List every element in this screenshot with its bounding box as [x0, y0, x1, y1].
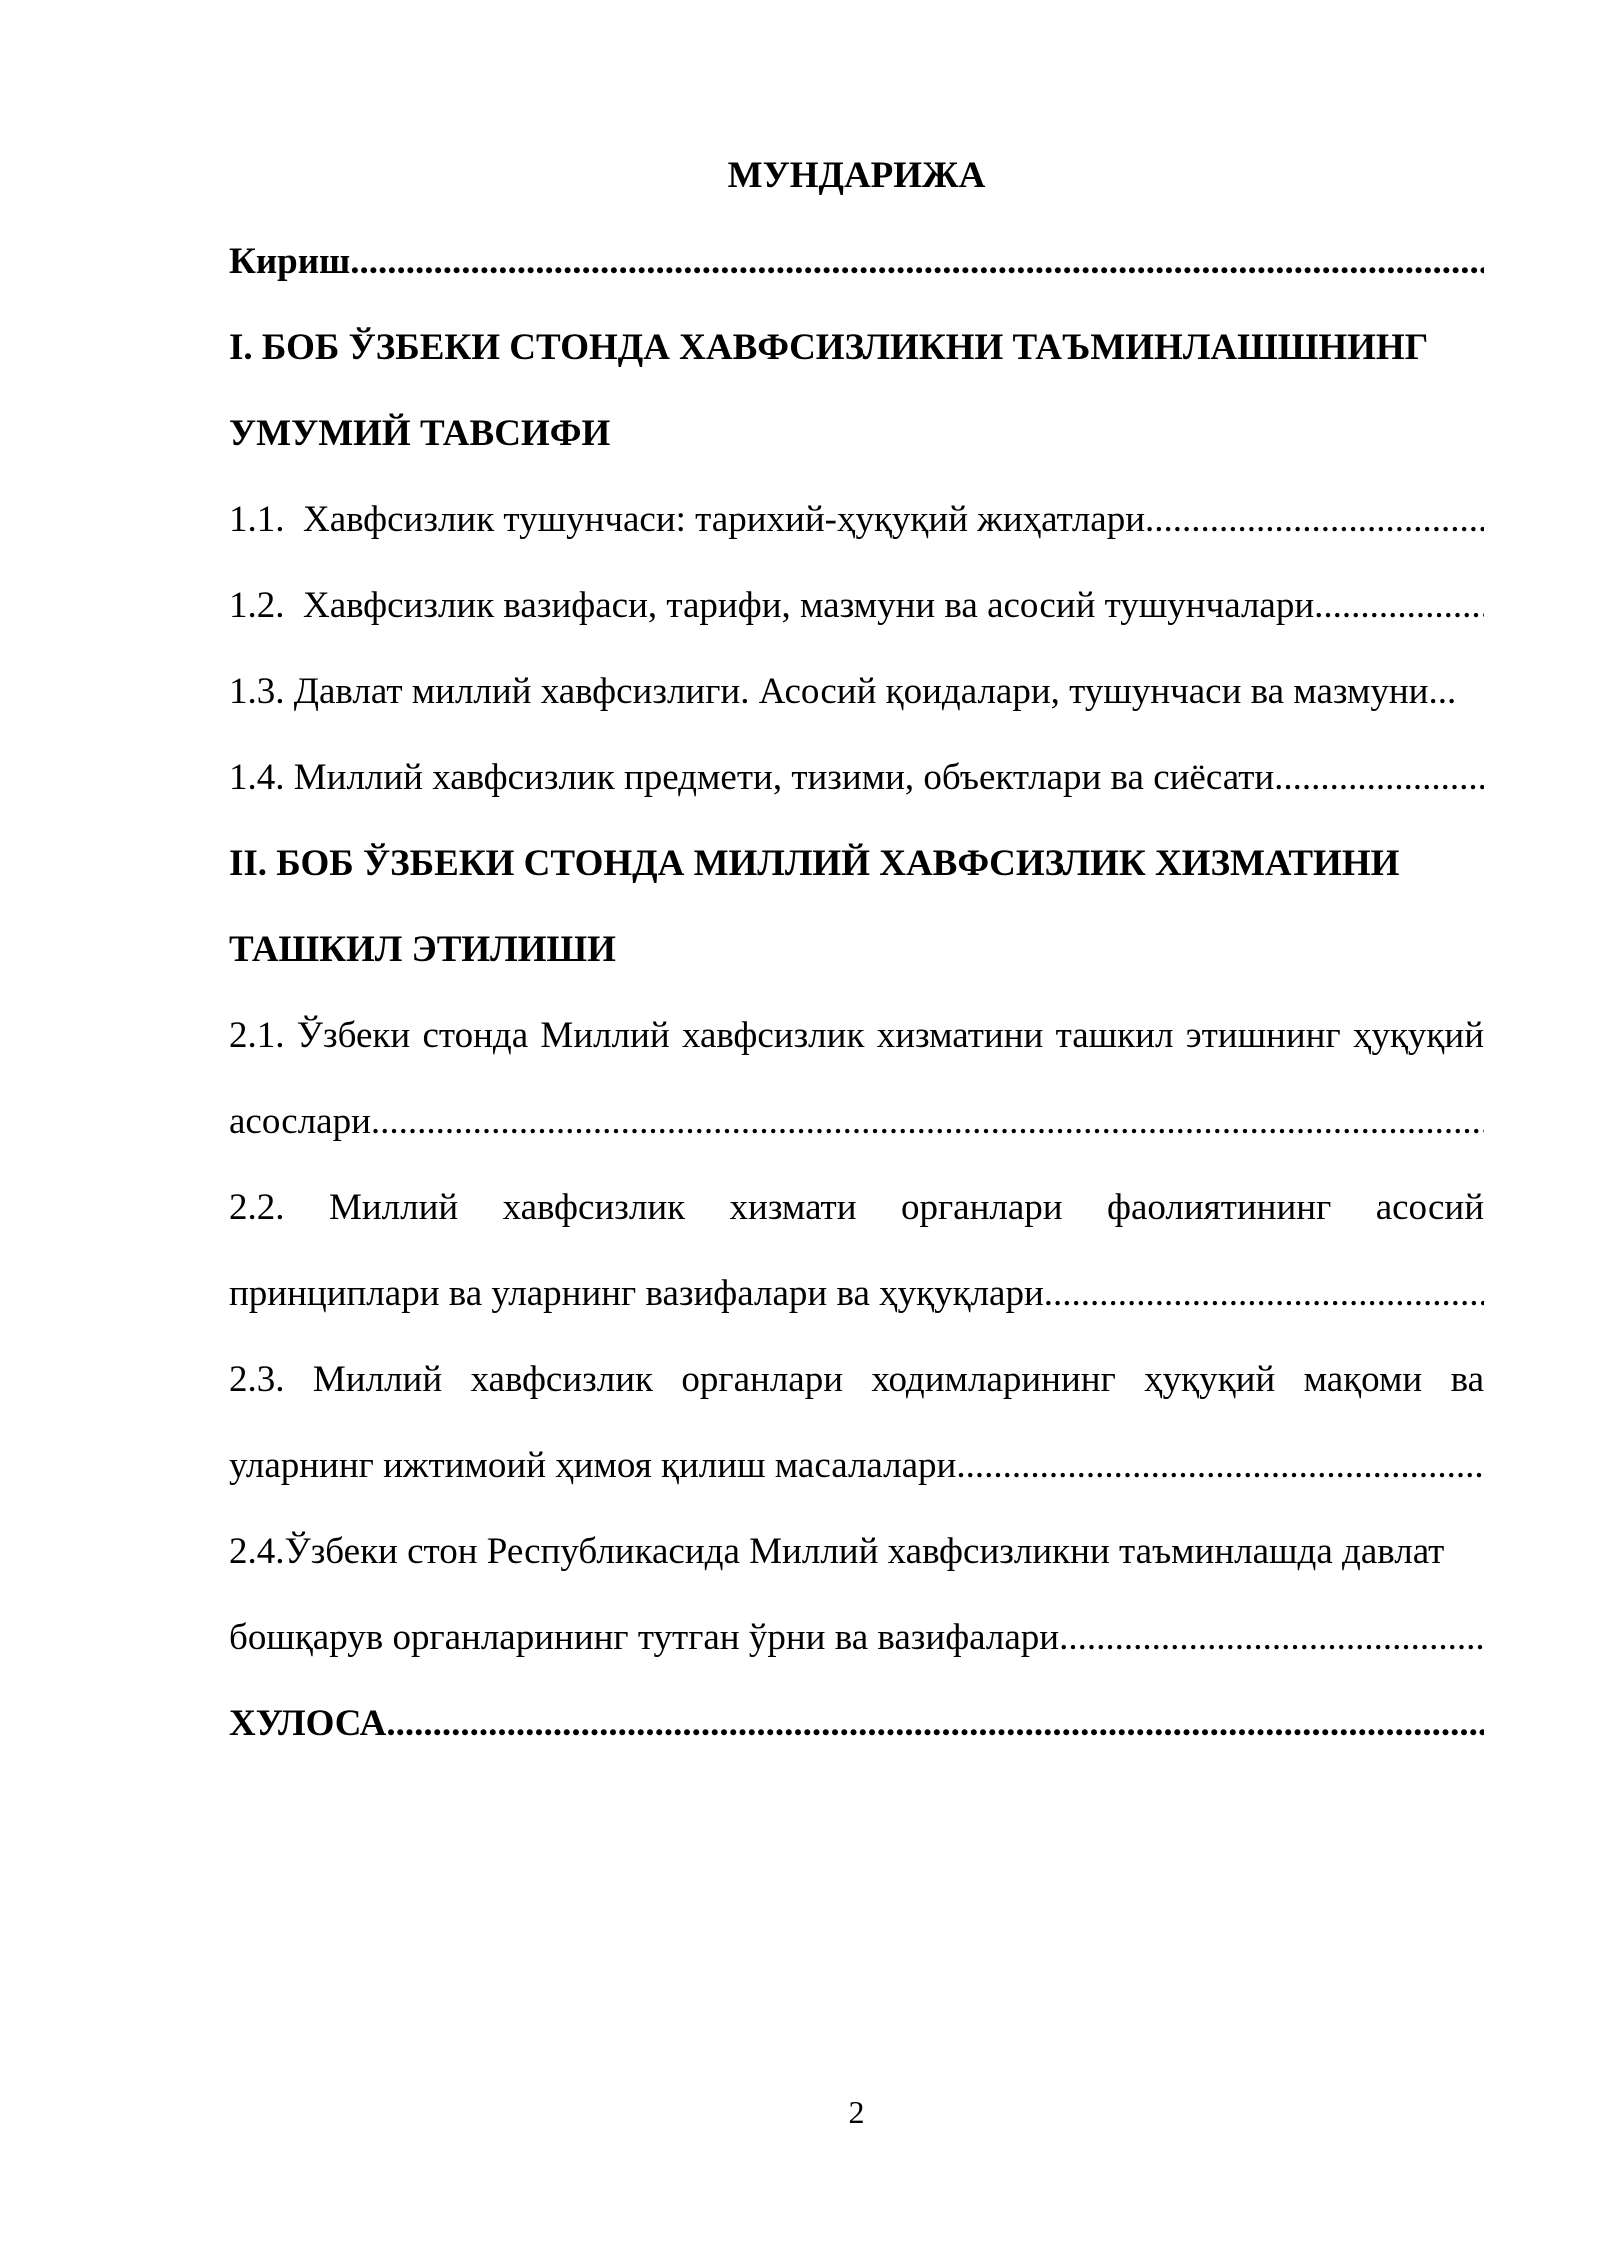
toc-entry-2-3-line-1: 2.3. Миллий хавфсизлик органлари ходимларининг ҳуқуқий мақоми ва: [229, 1359, 1484, 1400]
dot-leader: [1274, 752, 1484, 804]
toc-entry-2-1-text: асослари: [229, 1101, 371, 1142]
toc-entry-2-3-line-2: [229, 1440, 1484, 1492]
toc-entry-1-1: [229, 494, 1484, 546]
toc-entry-1-2-text: 1.2. Хавфсизлик вазифаси, тарифи, мазмуни ва асосий тушунчалари: [229, 585, 1315, 626]
dot-leader: [371, 1096, 1484, 1148]
toc-entry-intro: [229, 236, 1484, 288]
dot-leader: [1145, 494, 1484, 546]
document-page: [229, 0, 1484, 2262]
toc-entry-2-4-line-1: 2.4.Ўзбеки стон Республикасида Миллий хавфсизликни таъминлашда давлат: [229, 1531, 1445, 1572]
toc-entry-2-2-line-2: [229, 1268, 1484, 1320]
toc-entry-2-2-text: принциплари ва уларнинг вазифалари ва ҳуқуқлари: [229, 1273, 1044, 1314]
toc-entry-2-2-line-1: 2.2. Миллий хавфсизлик хизмати органлари фаолиятининг асосий: [229, 1187, 1484, 1228]
page-number: 2: [848, 2094, 865, 2130]
toc-entry-intro-text: Кириш: [229, 241, 351, 282]
dot-leader: [386, 1698, 1484, 1750]
toc-entry-2-1-line-1: 2.1. Ўзбеки стонда Миллий хавфсизлик хизматини ташкил этишнинг ҳуқуқий: [229, 1015, 1484, 1056]
toc-entry-conclusion: [229, 1698, 1484, 1750]
toc-entry-1-1-text: 1.1. Хавфсизлик тушунчаси: тарихий-ҳуқуқий жиҳатлари: [229, 499, 1146, 540]
toc-title: МУНДАРИЖА: [727, 155, 986, 196]
toc-entry-2-1-line-2: [229, 1096, 1484, 1148]
chapter-1-heading-line-1: I. БОБ ЎЗБЕКИ СТОНДА ХАВФСИЗЛИКНИ ТАЪМИНЛАШШНИНГ: [229, 327, 1429, 368]
dot-leader: [1314, 580, 1484, 632]
toc-entry-1-3: 1.3. Давлат миллий хавфсизлиги. Асосий қоидалари, тушунчаси ва мазмуни...: [229, 671, 1457, 712]
dot-leader: [956, 1440, 1484, 1492]
toc-entry-1-2: [229, 580, 1484, 632]
toc-entry-2-4-text: бошқарув органларининг тутган ўрни ва вазифалари: [229, 1617, 1060, 1658]
dot-leader: [350, 236, 1484, 288]
toc-entry-1-4-text: 1.4. Миллий хавфсизлик предмети, тизими, объектлари ва сиёсати: [229, 757, 1275, 798]
toc-entry-conclusion-text: ХУЛОСА: [229, 1703, 387, 1744]
chapter-2-heading-line-2: ТАШКИЛ ЭТИЛИШИ: [229, 929, 616, 970]
toc-entry-2-4-line-2: [229, 1612, 1484, 1664]
chapter-2-heading-line-1: II. БОБ ЎЗБЕКИ СТОНДА МИЛЛИЙ ХАВФСИЗЛИК ХИЗМАТИНИ: [229, 843, 1400, 884]
chapter-1-heading-line-2: УМУМИЙ ТАВСИФИ: [229, 413, 611, 454]
toc-entry-2-3-text: уларнинг ижтимоий ҳимоя қилиш масалалари: [229, 1445, 957, 1486]
dot-leader: [1059, 1612, 1484, 1664]
toc-entry-1-4: [229, 752, 1484, 804]
dot-leader: [1044, 1268, 1484, 1320]
